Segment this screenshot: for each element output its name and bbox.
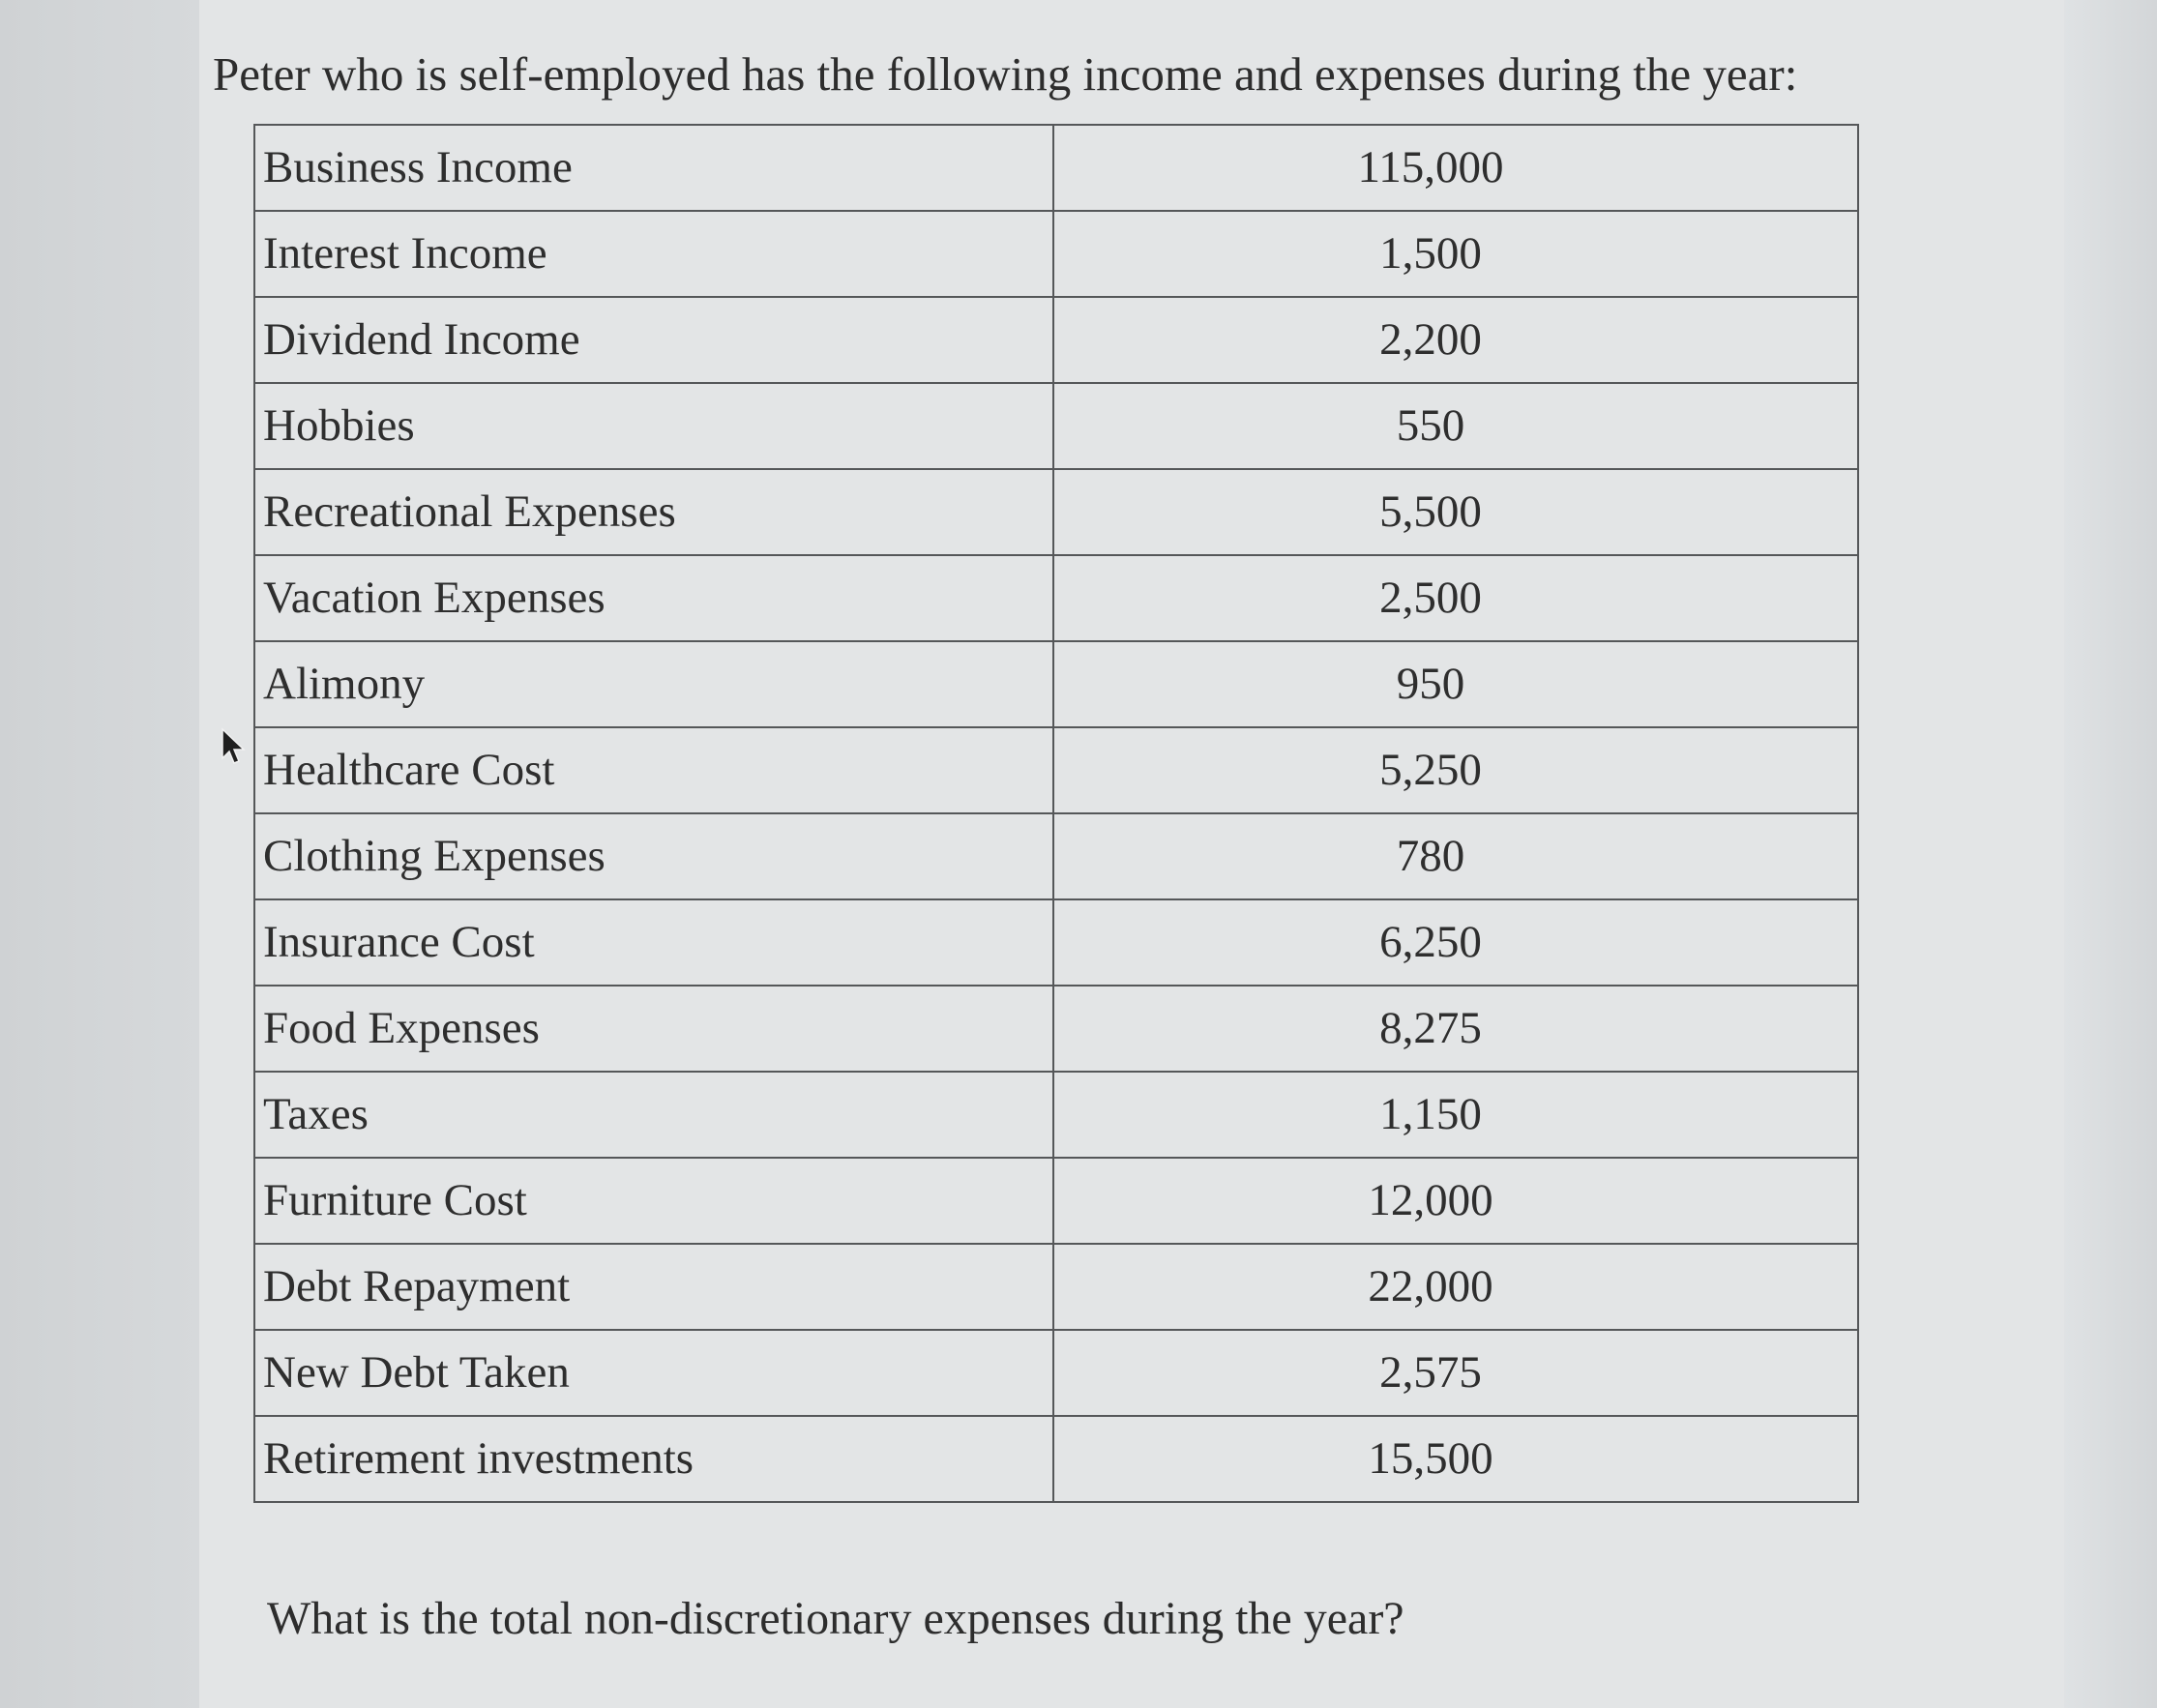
row-label: Food Expenses [254,986,1053,1072]
row-label: Interest Income [254,211,1053,297]
row-label: Recreational Expenses [254,469,1053,555]
row-label: Business Income [254,125,1053,211]
row-value: 2,500 [1053,555,1858,641]
row-value: 12,000 [1053,1158,1858,1244]
table-row [254,986,1858,1072]
row-label: Clothing Expenses [254,813,1053,899]
row-value: 22,000 [1053,1244,1858,1330]
table-row [254,1244,1858,1330]
row-value: 6,250 [1053,899,1858,986]
table-row [254,1416,1858,1502]
row-label: Alimony [254,641,1053,727]
row-label: Furniture Cost [254,1158,1053,1244]
row-value: 950 [1053,641,1858,727]
row-value: 1,500 [1053,211,1858,297]
row-label: Vacation Expenses [254,555,1053,641]
row-label: Healthcare Cost [254,727,1053,813]
row-value: 115,000 [1053,125,1858,211]
income-expense-table [253,124,1859,1503]
row-label: Retirement investments [254,1416,1053,1502]
table-row [254,383,1858,469]
row-value: 780 [1053,813,1858,899]
row-label: Insurance Cost [254,899,1053,986]
screen-margin-left [0,0,199,1708]
table-row [254,469,1858,555]
row-label: Debt Repayment [254,1244,1053,1330]
question-prompt-text: What is the total non-discretionary expenses during the year? [267,1593,1404,1644]
table-row [254,641,1858,727]
table-row [254,1158,1858,1244]
table-row [254,211,1858,297]
table-row [254,813,1858,899]
row-value: 5,500 [1053,469,1858,555]
table-row [254,899,1858,986]
row-value: 550 [1053,383,1858,469]
table-row [254,297,1858,383]
row-value: 5,250 [1053,727,1858,813]
row-value: 2,200 [1053,297,1858,383]
question-page [199,0,2064,1708]
row-value: 1,150 [1053,1072,1858,1158]
row-label: Taxes [254,1072,1053,1158]
row-value: 2,575 [1053,1330,1858,1416]
screen-margin-right [2064,0,2157,1708]
table-body [254,125,1858,1502]
row-label: New Debt Taken [254,1330,1053,1416]
row-value: 15,500 [1053,1416,1858,1502]
mouse-pointer-icon [221,727,248,766]
row-value: 8,275 [1053,986,1858,1072]
table-row [254,727,1858,813]
table-row [254,125,1858,211]
table-row [254,555,1858,641]
row-label: Dividend Income [254,297,1053,383]
table-row [254,1072,1858,1158]
table-row [254,1330,1858,1416]
row-label: Hobbies [254,383,1053,469]
question-intro-text: Peter who is self-employed has the following income and expenses during the year: [213,47,1798,101]
